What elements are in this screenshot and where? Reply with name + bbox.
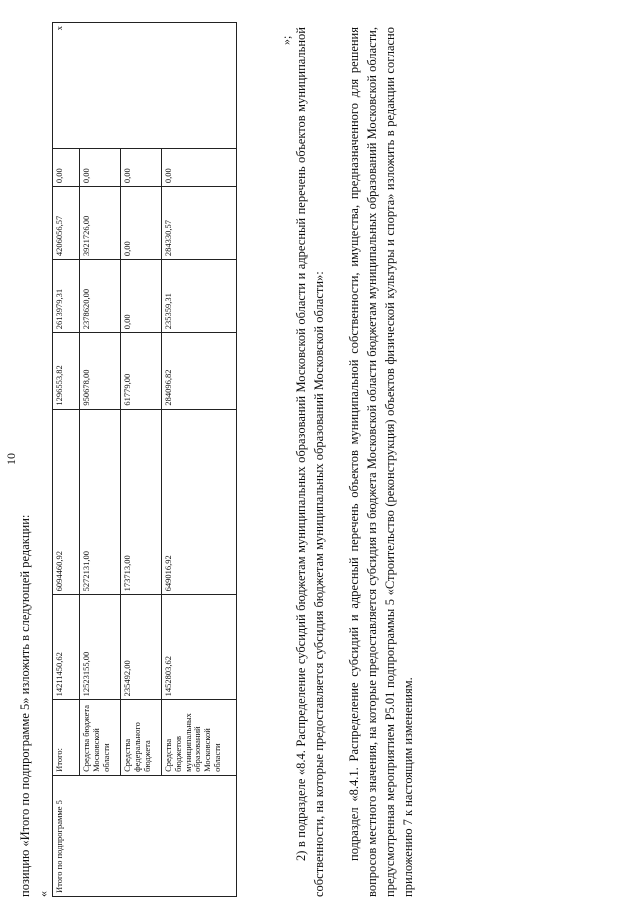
table-row: [80, 23, 121, 897]
subprogram-total-table: [52, 22, 237, 897]
value-cell: 2378620,00: [80, 260, 121, 333]
value-cell: 61779,00: [121, 333, 162, 409]
value-cell: 950678,00: [80, 333, 121, 409]
value-cell: 173713,00: [121, 409, 162, 595]
value-cell: 0,00: [121, 149, 162, 187]
section-label-cell: Итого по подпрограмме 5: [53, 775, 237, 896]
value-cell: 3921726,00: [80, 187, 121, 260]
source-cell: Итого:: [53, 700, 80, 776]
table-row: [121, 23, 162, 897]
value-cell: 284096,82: [162, 333, 237, 409]
value-cell: 1296553,82: [53, 333, 80, 409]
paragraph-item-2: [292, 27, 328, 897]
source-cell: Средства федерального бюджета: [121, 700, 162, 776]
paragraph-subsection-8-4-1: [345, 27, 417, 897]
page-number: 10: [4, 453, 18, 465]
total-cell: 12523155,00: [80, 595, 121, 700]
paragraph-text: 2) в подразделе «8.4. Распределение субсидий бюджетам муниципальных образований Московской области и адресный перечень объектов муниципальной собственности, на которые предоставляется субсидия бюджетам муниципальных образований Московской области»:: [294, 27, 326, 897]
value-cell: 0,00: [162, 149, 237, 187]
quote-close: »;: [279, 35, 293, 45]
value-cell: 649016,92: [162, 409, 237, 595]
value-cell: 2613979,31: [53, 260, 80, 333]
value-cell: 5272131,00: [80, 409, 121, 595]
value-cell: 0,00: [121, 260, 162, 333]
table-row: [53, 23, 80, 897]
value-cell: 0,00: [121, 187, 162, 260]
value-cell: 6094460,92: [53, 409, 80, 595]
source-cell: Средства бюджетов муниципальных образований Московской области: [162, 700, 237, 776]
value-cell: 0,00: [80, 149, 121, 187]
source-cell: Средства бюджета Московской области: [80, 700, 121, 776]
x-cell: x: [53, 23, 237, 149]
total-cell: 235492,00: [121, 595, 162, 700]
value-cell: 4206056,57: [53, 187, 80, 260]
total-cell: 14211450,62: [53, 595, 80, 700]
value-cell: 284330,57: [162, 187, 237, 260]
value-cell: 235359,31: [162, 260, 237, 333]
table-row: [162, 23, 237, 897]
value-cell: 0,00: [53, 149, 80, 187]
total-cell: 1452803,62: [162, 595, 237, 700]
quote-open: «: [36, 891, 50, 897]
intro-text: позицию «Итого по подпрограмме 5» изложить в следующей редакции:: [18, 514, 32, 897]
paragraph-text: подраздел «8.4.1. Распределение субсидий и адресный перечень объектов муниципальной собственности, имущества, предназначенного для решения вопросов местного значения, на которые предоставляется субсидия из бюджета Московской области бюджетам муниципальных образований Московской области, предусмотренная мероприятием Р5.01 подпрограммы 5 «Строительство (реконструкция) объектов физической культуры и спорта» изложить в редакции согласно приложению 7 к настоящим изменениям.: [347, 27, 415, 897]
